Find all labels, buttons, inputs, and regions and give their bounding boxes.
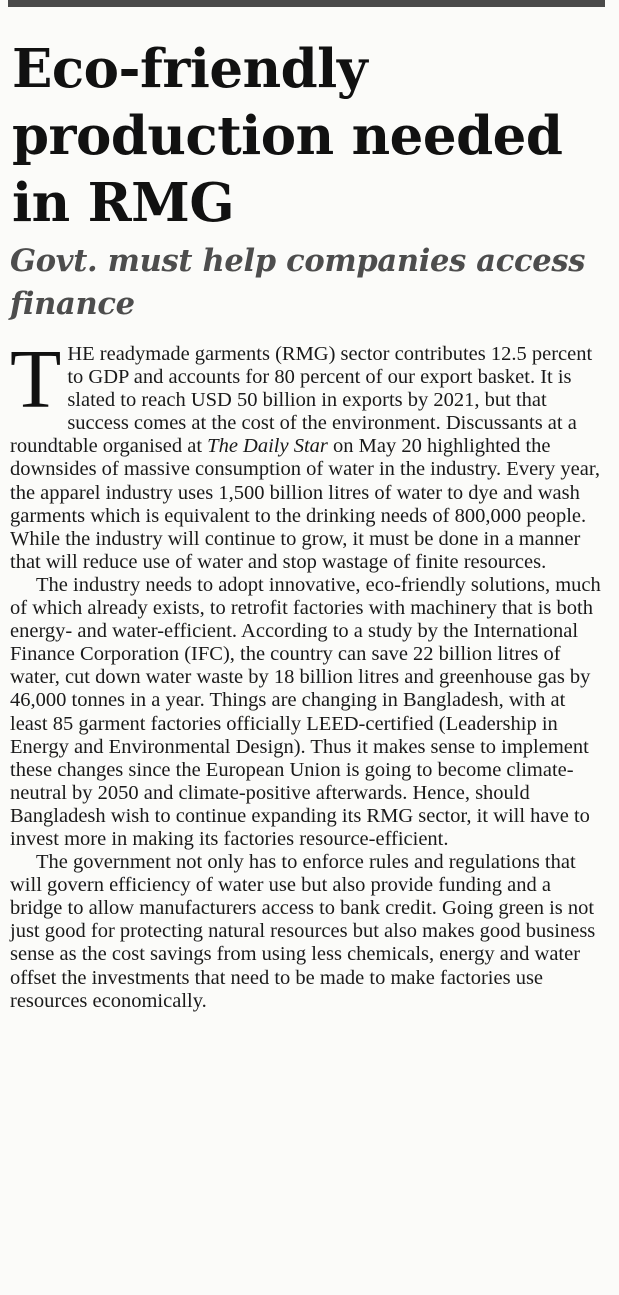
paragraph-2: The industry needs to adopt innovative, eco-friendly solutions, much of which already exists, to retrofit factories with machinery that is both energy- and water-efficient. According to a study by the International Finance Corporation (IFC), the country can save 22 billion litres of water, cut down water waste by 18 billion litres and greenhouse gas by 46,000 tonnes in a year. Things are changing in Bangladesh, with at least 85 garment factories officially LEED-certified (Leadership in Energy and Environmental Design). Thus it makes sense to implement these changes since the European Union is going to become climate-neutral by 2050 and climate-positive afterwards. Hence, should Bangladesh wish to continue expanding its RMG sector, it will have to invest more in making its factories resource-efficient. bbox=[10, 573, 601, 850]
subheadline-line: Govt. must help companies access bbox=[10, 243, 586, 279]
top-rule bbox=[8, 0, 605, 7]
headline bbox=[12, 36, 602, 237]
subheadline-line: finance bbox=[10, 286, 135, 322]
drop-cap: T bbox=[10, 333, 62, 426]
headline-line: Eco-friendly bbox=[12, 38, 368, 100]
headline-line: production needed bbox=[12, 105, 563, 167]
paragraph-1-text-a: HE readymade garments (RMG) sector contributes 12.5 percent to GDP and accounts for 80 percent of our export basket. It is slated to reach USD 50 billion in exports by 2021, but that success comes at the cost of the environment. Discussants at a roundtable organised at bbox=[10, 343, 593, 458]
headline-line: in RMG bbox=[12, 172, 235, 234]
publication-name: The Daily Star bbox=[207, 435, 328, 458]
paragraph-1-text-b: on May 20 highlighted the downsides of massive consumption of water in the industry. Every year, the apparel industry uses 1,500 billion litres of water to dye and wash garments which is equivalent to the drinking needs of 800,000 people. While the industry will continue to grow, it must be done in a manner that will reduce use of water and stop wastage of finite resources. bbox=[10, 435, 600, 573]
paragraph-3: The government not only has to enforce rules and regulations that will govern efficiency of water use but also provide funding and a bridge to allow manufacturers access to bank credit. Going green is not just good for protecting natural resources but also makes good business sense as the cost savings from using less chemicals, energy and water offset the investments that need to be made to make factories use resources economically. bbox=[10, 851, 596, 1012]
article-body bbox=[10, 333, 602, 1013]
subheadline bbox=[10, 240, 610, 326]
paragraph-1 bbox=[10, 333, 602, 574]
